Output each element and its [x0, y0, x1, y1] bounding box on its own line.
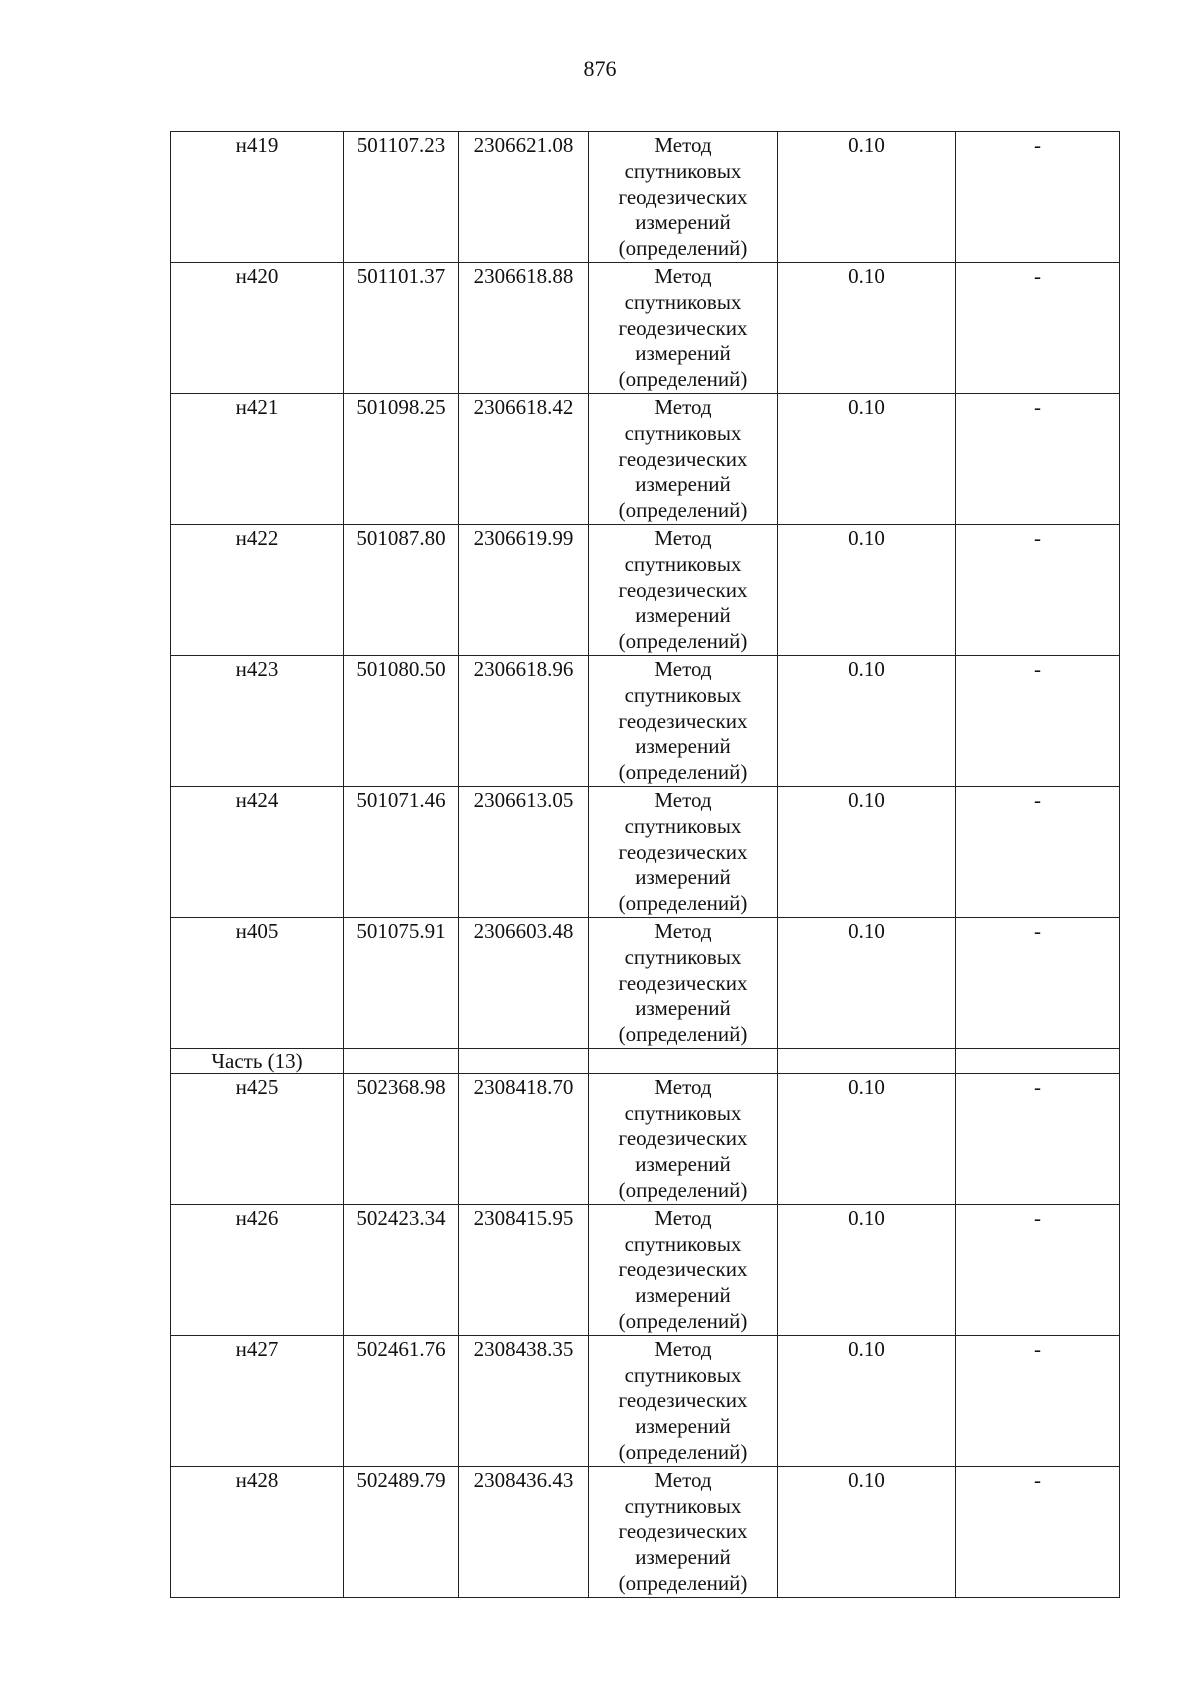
coordinates-table-body [171, 132, 1120, 1598]
method-line: (определений) [618, 1440, 748, 1465]
table-row [171, 786, 1120, 917]
x-coordinate-cell: 501071.46 [344, 786, 459, 917]
method-line: геодезических [618, 970, 748, 995]
x-coordinate-cell: 501080.50 [344, 655, 459, 786]
method-line: спутниковых [624, 682, 742, 707]
method-line: спутниковых [624, 420, 742, 445]
note-cell: - [956, 1466, 1120, 1597]
note-cell: - [956, 1073, 1120, 1204]
method-line: (определений) [618, 236, 748, 261]
method-line: измерений [635, 341, 731, 366]
method-line: геодезических [618, 1519, 748, 1544]
y-coordinate-cell: 2308418.70 [459, 1073, 589, 1204]
method-line: Метод [654, 1467, 712, 1492]
method-cell [589, 786, 778, 917]
method-line: измерений [635, 734, 731, 759]
table-row [171, 1204, 1120, 1335]
method-line: Метод [654, 263, 712, 288]
x-coordinate-cell: 502368.98 [344, 1073, 459, 1204]
empty-cell [589, 1048, 778, 1073]
method-line: (определений) [618, 1178, 748, 1203]
method-line: спутниковых [624, 1231, 742, 1256]
method-line: спутниковых [624, 944, 742, 969]
accuracy-cell: 0.10 [778, 1073, 956, 1204]
method-line: (определений) [618, 760, 748, 785]
page-number: 876 [583, 56, 617, 81]
point-id-cell: н405 [171, 917, 344, 1048]
method-line: измерений [635, 1283, 731, 1308]
x-coordinate-cell: 502489.79 [344, 1466, 459, 1597]
table-row [171, 1335, 1120, 1466]
table-row [171, 524, 1120, 655]
table-row [171, 132, 1120, 263]
y-coordinate-cell: 2308438.35 [459, 1335, 589, 1466]
method-line: геодезических [618, 708, 748, 733]
method-line: Метод [654, 394, 712, 419]
point-id-cell: н421 [171, 393, 344, 524]
empty-cell [778, 1048, 956, 1073]
table-row [171, 1466, 1120, 1597]
method-cell [589, 524, 778, 655]
table-row [171, 655, 1120, 786]
method-cell [589, 917, 778, 1048]
method-line: Метод [654, 1205, 712, 1230]
note-cell: - [956, 1204, 1120, 1335]
method-line: Метод [654, 656, 712, 681]
method-line: спутниковых [624, 289, 742, 314]
x-coordinate-cell: 502423.34 [344, 1204, 459, 1335]
method-line: измерений [635, 1152, 731, 1177]
accuracy-cell: 0.10 [778, 655, 956, 786]
method-line: измерений [635, 1414, 731, 1439]
empty-cell [956, 1048, 1120, 1073]
method-line: Метод [654, 133, 712, 157]
method-line: спутниковых [624, 1362, 742, 1387]
method-line: геодезических [618, 184, 748, 209]
method-line: спутниковых [624, 551, 742, 576]
y-coordinate-cell: 2306613.05 [459, 786, 589, 917]
point-id-cell: н422 [171, 524, 344, 655]
method-line: геодезических [618, 315, 748, 340]
method-line: (определений) [618, 367, 748, 392]
method-line: геодезических [618, 1257, 748, 1282]
method-line: спутниковых [624, 813, 742, 838]
y-coordinate-cell: 2306618.88 [459, 262, 589, 393]
point-id-cell: н427 [171, 1335, 344, 1466]
method-line: геодезических [618, 1126, 748, 1151]
method-line: измерений [635, 996, 731, 1021]
y-coordinate-cell: 2306618.96 [459, 655, 589, 786]
empty-cell [344, 1048, 459, 1073]
accuracy-cell: 0.10 [778, 786, 956, 917]
method-line: геодезических [618, 1388, 748, 1413]
note-cell: - [956, 262, 1120, 393]
point-id-cell: н424 [171, 786, 344, 917]
x-coordinate-cell: 501087.80 [344, 524, 459, 655]
method-cell [589, 1335, 778, 1466]
note-cell: - [956, 655, 1120, 786]
point-id-cell: н423 [171, 655, 344, 786]
section-row [171, 1048, 1120, 1073]
method-line: Метод [654, 1074, 712, 1099]
accuracy-cell: 0.10 [778, 1204, 956, 1335]
table-row [171, 1073, 1120, 1204]
method-line: измерений [635, 210, 731, 235]
method-line: (определений) [618, 629, 748, 654]
point-id-cell: н419 [171, 132, 344, 263]
table-row [171, 393, 1120, 524]
method-line: (определений) [618, 891, 748, 916]
method-cell [589, 393, 778, 524]
method-line: геодезических [618, 839, 748, 864]
note-cell: - [956, 917, 1120, 1048]
note-cell: - [956, 132, 1120, 263]
method-line: Метод [654, 918, 712, 943]
note-cell: - [956, 393, 1120, 524]
coordinates-table [170, 131, 1120, 1598]
accuracy-cell: 0.10 [778, 262, 956, 393]
method-line: спутниковых [624, 158, 742, 183]
empty-cell [459, 1048, 589, 1073]
method-line: спутниковых [624, 1100, 742, 1125]
x-coordinate-cell: 501075.91 [344, 917, 459, 1048]
method-line: Метод [654, 787, 712, 812]
point-id-cell: н420 [171, 262, 344, 393]
note-cell: - [956, 786, 1120, 917]
method-line: Метод [654, 525, 712, 550]
method-cell [589, 655, 778, 786]
method-cell [589, 1204, 778, 1335]
method-line: (определений) [618, 1571, 748, 1596]
accuracy-cell: 0.10 [778, 1466, 956, 1597]
method-line: геодезических [618, 577, 748, 602]
x-coordinate-cell: 502461.76 [344, 1335, 459, 1466]
x-coordinate-cell: 501098.25 [344, 393, 459, 524]
point-id-cell: н425 [171, 1073, 344, 1204]
point-id-cell: н428 [171, 1466, 344, 1597]
table-row [171, 917, 1120, 1048]
method-cell [589, 262, 778, 393]
accuracy-cell: 0.10 [778, 393, 956, 524]
y-coordinate-cell: 2306618.42 [459, 393, 589, 524]
method-line: геодезических [618, 446, 748, 471]
accuracy-cell: 0.10 [778, 1335, 956, 1466]
method-cell [589, 1073, 778, 1204]
method-line: измерений [635, 1545, 731, 1570]
method-line: (определений) [618, 498, 748, 523]
y-coordinate-cell: 2308415.95 [459, 1204, 589, 1335]
section-label: Часть (13) [171, 1048, 344, 1073]
method-line: измерений [635, 472, 731, 497]
accuracy-cell: 0.10 [778, 524, 956, 655]
method-cell [589, 132, 778, 263]
x-coordinate-cell: 501101.37 [344, 262, 459, 393]
point-id-cell: н426 [171, 1204, 344, 1335]
y-coordinate-cell: 2308436.43 [459, 1466, 589, 1597]
accuracy-cell: 0.10 [778, 132, 956, 263]
method-cell [589, 1466, 778, 1597]
method-line: измерений [635, 865, 731, 890]
x-coordinate-cell: 501107.23 [344, 132, 459, 263]
accuracy-cell: 0.10 [778, 917, 956, 1048]
note-cell: - [956, 524, 1120, 655]
y-coordinate-cell: 2306603.48 [459, 917, 589, 1048]
method-line: (определений) [618, 1309, 748, 1334]
method-line: спутниковых [624, 1493, 742, 1518]
y-coordinate-cell: 2306621.08 [459, 132, 589, 263]
method-line: Метод [654, 1336, 712, 1361]
method-line: (определений) [618, 1022, 748, 1047]
table-row [171, 262, 1120, 393]
y-coordinate-cell: 2306619.99 [459, 524, 589, 655]
method-line: измерений [635, 603, 731, 628]
note-cell: - [956, 1335, 1120, 1466]
